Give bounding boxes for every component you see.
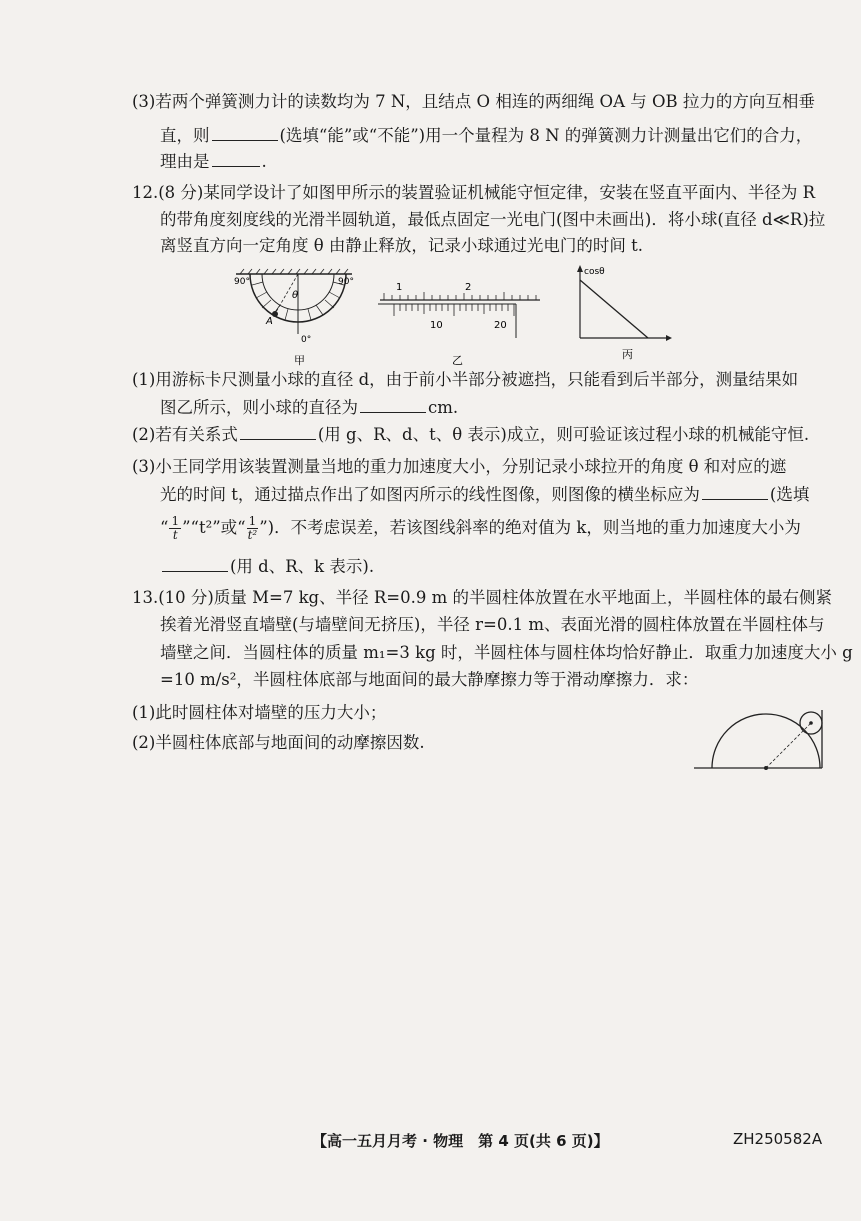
fraction-one-over-t-squared: $\frac{1}{\text{t²}}$ <box>247 514 258 542</box>
q11-3-line1: (3)若两个弹簧测力计的读数均为 7 N，且结点 O 相连的两细绳 OA 与 OB 拉力的方向互相垂 <box>132 92 815 111</box>
fig-jia-point-a: A <box>266 316 273 327</box>
fig-yi-vernier-label-20: 20 <box>494 320 507 331</box>
answer-blank[interactable] <box>360 397 426 413</box>
answer-blank[interactable] <box>162 556 228 572</box>
q12-1-unit: cm. <box>428 398 459 417</box>
q13-sub2: (2)半圆柱体底部与地面间的动摩擦因数. <box>132 733 425 752</box>
page-footer: 【高一五月月考 · 物理 第 4 页(共 6 页)】 <box>312 1132 609 1150</box>
q12-line3: 离竖直方向一定角度 θ 由静止释放，记录小球通过光电门的时间 t. <box>160 236 644 255</box>
q12-3-line1: (3)小王同学用该装置测量当地的重力加速度大小，分别记录小球拉开的角度 θ 和对应的遮 <box>132 457 787 476</box>
q12-2-line <box>132 424 809 445</box>
fig-yi-vernier-label-10: 10 <box>430 320 443 331</box>
q12-3-slope-text: ”)．不考虑误差，若该图线斜率的绝对值为 k，则当地的重力加速度大小为 <box>259 518 801 537</box>
fig-bing-caption: 丙 <box>622 348 633 361</box>
fig-jia-bottom-angle: 0° <box>301 335 312 345</box>
answer-blank[interactable] <box>240 424 316 440</box>
q11-3-line2 <box>160 125 812 146</box>
q11-3-line2-end: (选填“能”或“不能”)用一个量程为 8 N 的弹簧测力计测量出它们的合力， <box>279 126 813 145</box>
fig-yi-main-label-2: 2 <box>465 282 472 293</box>
fig-jia-theta: θ <box>292 290 299 301</box>
fig-jia-caption: 甲 <box>294 354 305 367</box>
fig-bing-ylabel: cosθ <box>584 267 605 277</box>
q13-sub1: (1)此时圆柱体对墙壁的压力大小； <box>132 703 387 722</box>
answer-blank[interactable] <box>212 151 260 167</box>
q12-3-options: ”“t²”或“ <box>182 518 246 537</box>
q11-3-reason-label: 理由是 <box>160 152 210 171</box>
figure-jia <box>232 268 354 368</box>
answer-blank[interactable] <box>212 125 278 141</box>
figure-bing <box>572 262 672 368</box>
document-code: ZH250582A <box>733 1130 823 1148</box>
figure-q13 <box>690 708 830 774</box>
figure-yi <box>376 278 546 368</box>
q13-line3: 墙壁之间．当圆柱体的质量 m₁=3 kg 时，半圆柱体与圆柱体均恰好静止．取重力加速度大小 g <box>160 643 853 662</box>
q12-1-line2 <box>160 397 458 418</box>
q12-1-prompt: 图乙所示，则小球的直径为 <box>160 398 358 417</box>
fig-jia-right-angle: 90° <box>338 277 354 287</box>
q12-3-line3: “ $\frac{1}{t}$ ”“t²”或“ $\frac{1}{\text{t²}}$ ”)．不考虑误差，若该图线斜率的绝对值为 k，则当地的重力加速度大小为 <box>160 514 801 542</box>
fig-jia-left-angle: 90° <box>234 277 250 287</box>
q12-3-hint: (用 d、R、k 表示). <box>230 557 375 576</box>
q12-3-prompt: 光的时间 t，通过描点作出了如图丙所示的线性图像，则图像的横坐标应为 <box>160 485 700 504</box>
q12-3-line2 <box>160 484 809 505</box>
q11-3-line3 <box>160 151 267 172</box>
q12-1-line1: (1)用游标卡尺测量小球的直径 d，由于前小半部分被遮挡，只能看到后半部分，测量结果如 <box>132 370 799 389</box>
q12-line2: 的带角度刻度线的光滑半圆轨道，最低点固定一光电门(图中未画出)．将小球(直径 d≪R)拉 <box>160 210 826 229</box>
fraction-one-over-t: $\frac{1}{t}$ <box>171 514 180 542</box>
q13-line4: =10 m/s²，半圆柱体底部与地面间的最大静摩擦力等于滑动摩擦力．求： <box>160 670 699 689</box>
fig-yi-caption: 乙 <box>452 354 463 367</box>
q11-3-line2-start: 直，则 <box>160 126 210 145</box>
q11-3-period: . <box>261 152 267 171</box>
q12-3-line4 <box>160 556 374 577</box>
fig-yi-main-label-1: 1 <box>396 282 403 293</box>
q12-2-hint: (用 g、R、d、t、θ 表示)成立，则可验证该过程小球的机械能守恒. <box>317 425 810 444</box>
q12-3-choose: (选填 <box>769 485 810 504</box>
q13-line1: 13.(10 分)质量 M=7 kg、半径 R=0.9 m 的半圆柱体放置在水平地面上，半圆柱体的最右侧紧 <box>132 588 832 607</box>
q12-line1: 12.(8 分)某同学设计了如图甲所示的装置验证机械能守恒定律，安装在竖直平面内、半径为 R <box>132 183 816 202</box>
q12-2-prompt: (2)若有关系式 <box>132 425 238 444</box>
answer-blank[interactable] <box>702 484 768 500</box>
q13-line2: 挨着光滑竖直墙壁(与墙壁间无挤压)，半径 r=0.1 m、表面光滑的圆柱体放置在半圆柱体与 <box>160 615 825 634</box>
